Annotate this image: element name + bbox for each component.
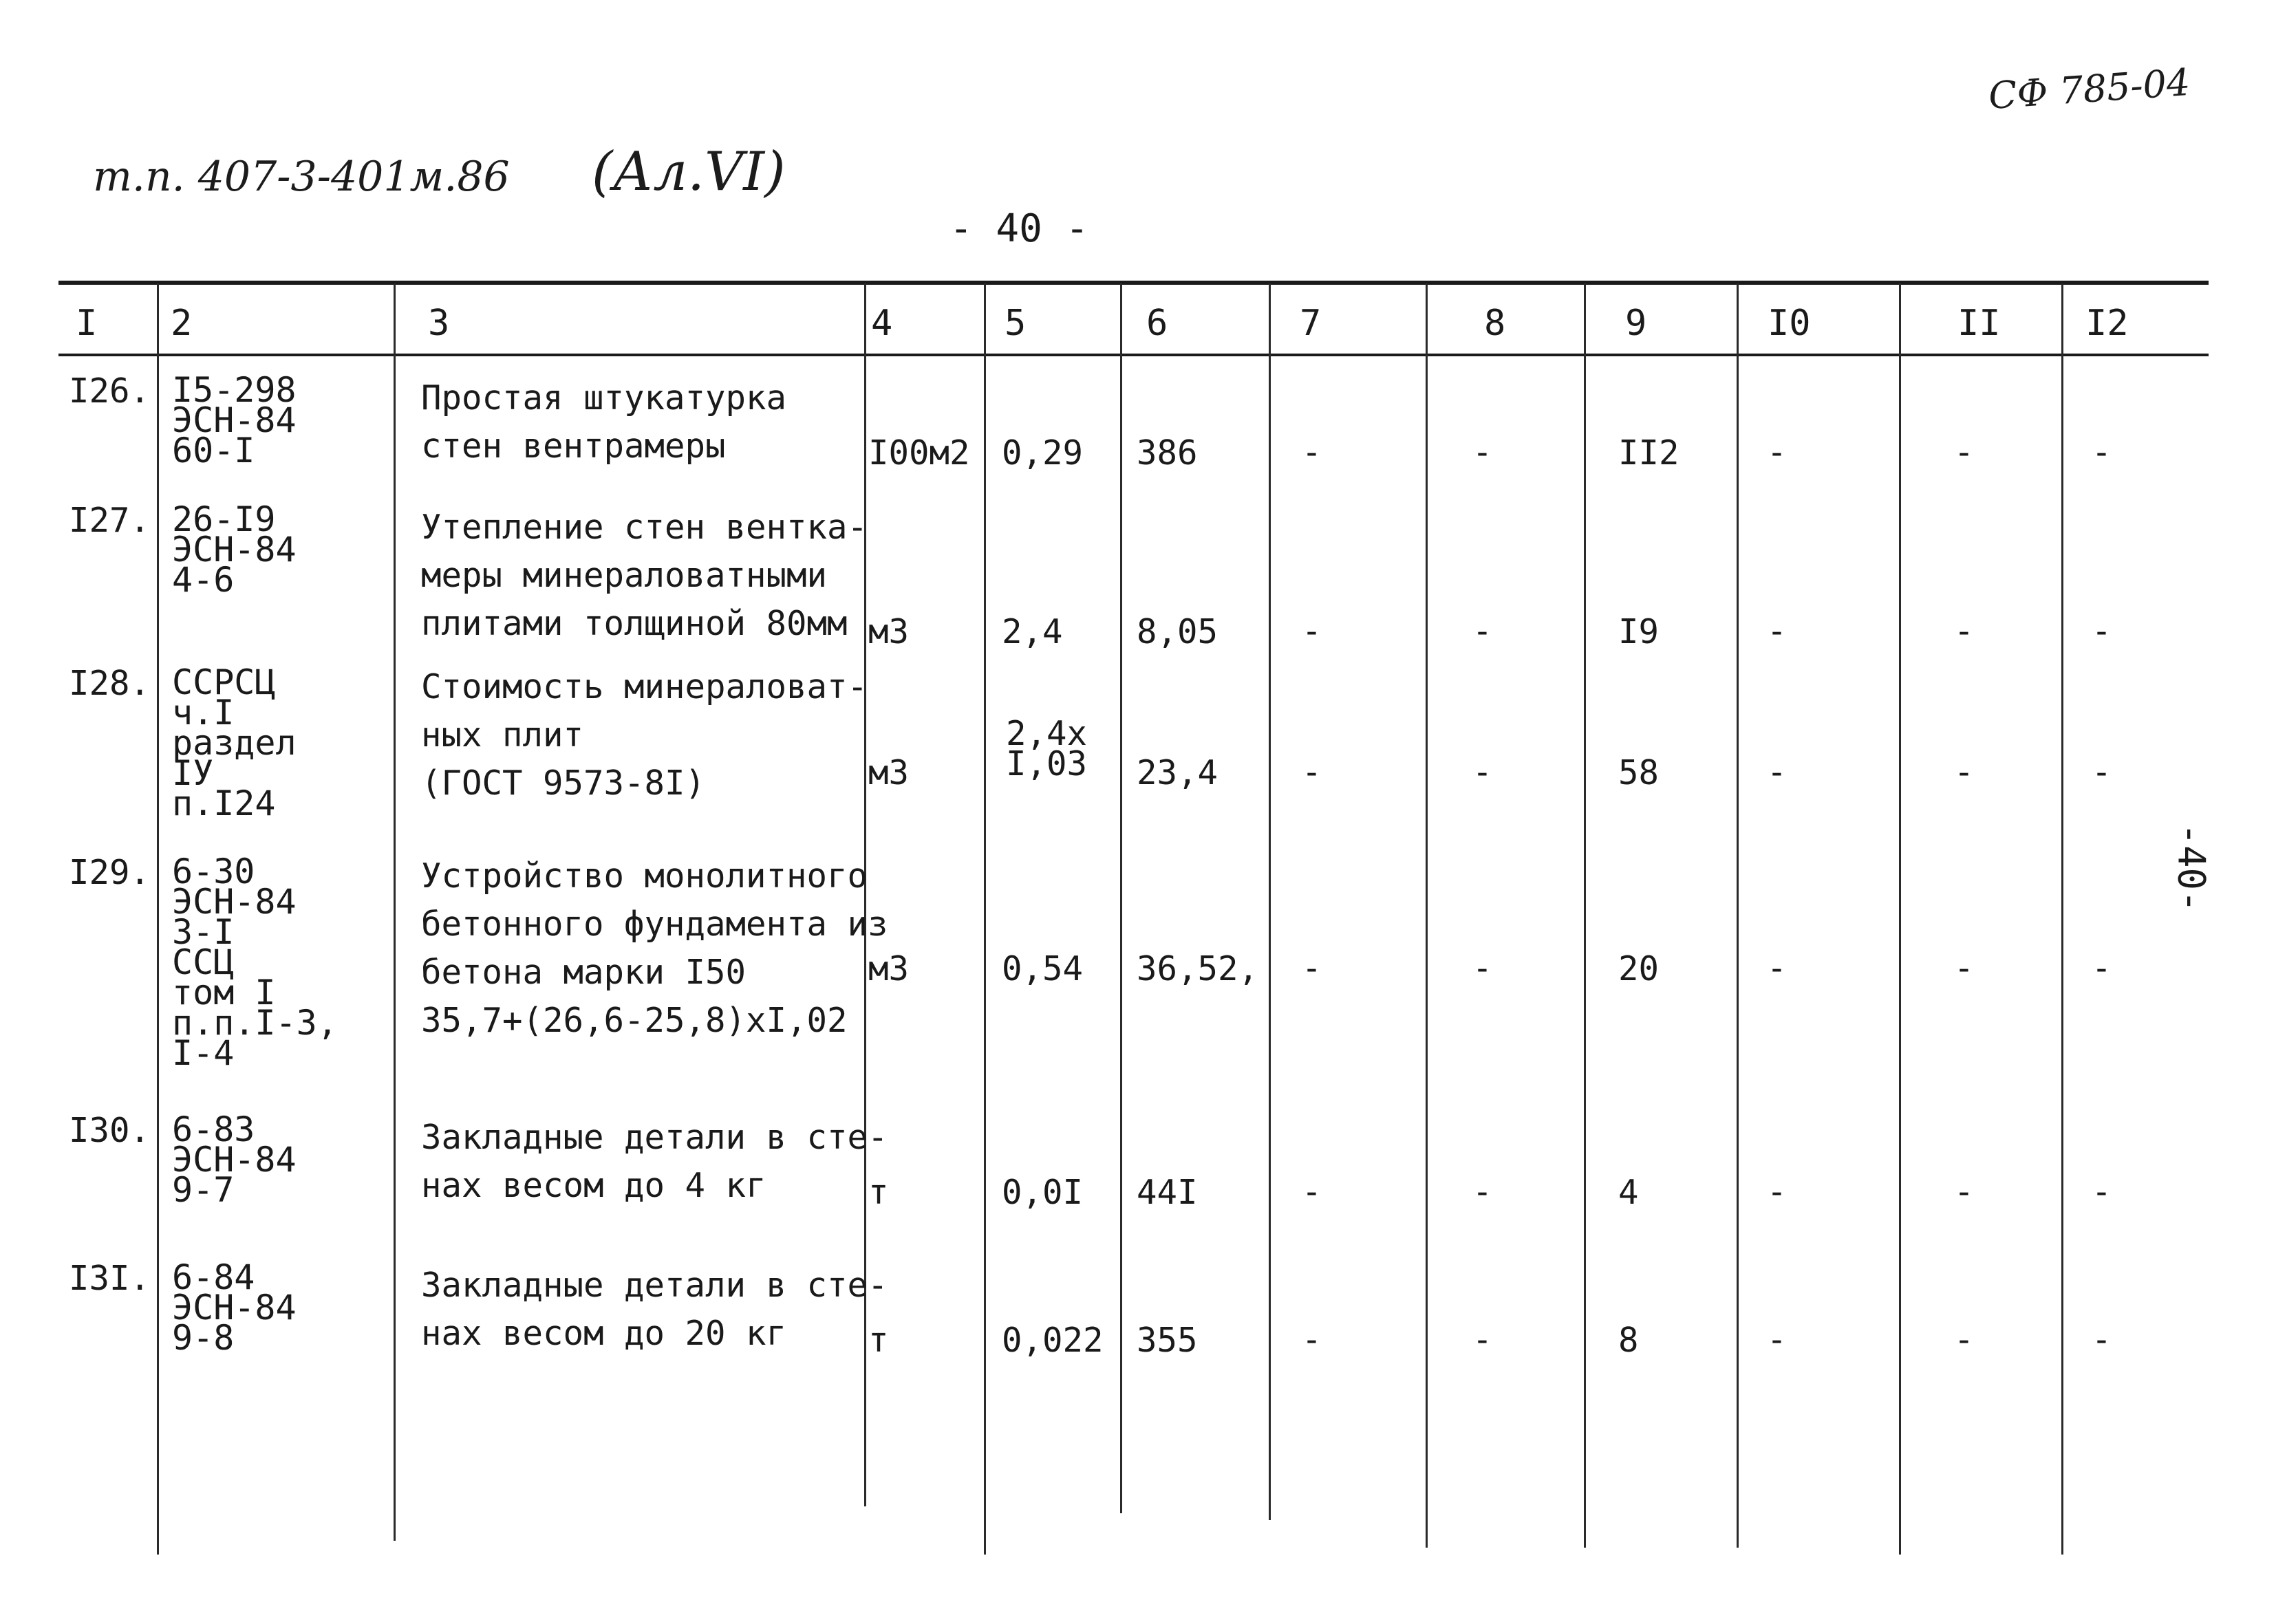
- work-description-line: (ГОСТ 9573-8I): [421, 764, 706, 803]
- rate-code-line: 6-83: [172, 1109, 255, 1149]
- column-8-value: -: [1472, 1173, 1492, 1211]
- column-12-value: -: [2092, 753, 2112, 792]
- column-11-value: -: [1954, 1321, 1974, 1359]
- rate-code-line: I-4: [172, 1033, 235, 1073]
- header-cell-6: 6: [1146, 303, 1168, 344]
- rate-code-line: 4-6: [172, 560, 235, 600]
- work-description-line: бетона марки I50: [421, 953, 747, 992]
- work-description-line: стен вентрамеры: [421, 426, 726, 466]
- column-9-value: I9: [1618, 612, 1660, 651]
- header-cell-2: 2: [171, 303, 193, 344]
- unit-price: 8,05: [1137, 612, 1218, 651]
- unit-of-measure: м3: [868, 949, 910, 988]
- header-cell-4: 4: [871, 303, 893, 344]
- header-cell-1: I: [76, 303, 98, 344]
- column-10-value: -: [1767, 1173, 1787, 1211]
- header-cell-7: 7: [1300, 303, 1322, 344]
- column-divider: [1426, 283, 1428, 1548]
- rate-code-line: ЭСН-84: [172, 400, 297, 440]
- table-header-rule: [58, 354, 2209, 356]
- column-divider: [394, 283, 396, 1541]
- rate-code-line: 26-I9: [172, 499, 276, 539]
- rate-code-line: ЭСН-84: [172, 530, 297, 570]
- page-number: - 40 -: [949, 206, 1089, 251]
- quantity: 2,4х: [1006, 714, 1088, 753]
- column-7-value: -: [1302, 753, 1322, 792]
- unit-of-measure: I00м2: [868, 433, 970, 473]
- column-11-value: -: [1954, 1173, 1974, 1211]
- rate-code-line: ЭСН-84: [172, 1288, 297, 1328]
- column-10-value: -: [1767, 1321, 1787, 1359]
- column-11-value: -: [1954, 949, 1974, 988]
- header-cell-9: 9: [1625, 303, 1647, 344]
- column-11-value: -: [1954, 612, 1974, 651]
- rate-code-line: раздел: [172, 723, 297, 763]
- header-cell-3: 3: [428, 303, 450, 344]
- rate-code-line: п.п.I-3,: [172, 1003, 338, 1043]
- column-divider: [1737, 283, 1739, 1548]
- column-divider: [2061, 283, 2063, 1555]
- rate-code-line: 3-I: [172, 912, 235, 952]
- column-7-value: -: [1302, 1173, 1322, 1211]
- rate-code-line: 9-8: [172, 1318, 235, 1358]
- rate-code-line: 6-30: [172, 852, 255, 891]
- quantity: 0,022: [1002, 1321, 1104, 1360]
- header-cell-12: I2: [2085, 303, 2129, 344]
- rate-code-line: 6-84: [172, 1257, 255, 1297]
- table-top-rule: [58, 281, 2209, 285]
- work-description-line: бетонного фундамента из: [421, 905, 888, 944]
- rate-code-line: ССРСЦ: [172, 662, 276, 702]
- column-8-value: -: [1472, 1321, 1492, 1359]
- column-divider: [157, 283, 159, 1555]
- rate-code-line: ч.I: [172, 693, 235, 733]
- column-9-value: II2: [1618, 433, 1679, 473]
- column-12-value: -: [2092, 1321, 2112, 1359]
- rate-code-line: ЭСН-84: [172, 1140, 297, 1180]
- rate-code-line: том I: [172, 973, 276, 1013]
- quantity: 2,4: [1002, 612, 1063, 651]
- row-number: I29.: [69, 853, 151, 892]
- header-cell-8: 8: [1484, 303, 1506, 344]
- column-11-value: -: [1954, 433, 1974, 472]
- unit-price: 23,4: [1137, 753, 1218, 792]
- column-9-value: 8: [1618, 1321, 1639, 1360]
- rate-code-line: 9-7: [172, 1170, 235, 1210]
- column-9-value: 20: [1618, 949, 1660, 988]
- work-description-line: нах весом до 20 кг: [421, 1314, 787, 1353]
- rate-code-line: ЭСН-84: [172, 882, 297, 922]
- row-number: I27.: [69, 501, 151, 540]
- unit-price: 44I: [1137, 1173, 1198, 1212]
- unit-of-measure: т: [868, 1321, 889, 1360]
- work-description-line: ных плит: [421, 715, 584, 755]
- unit-of-measure: м3: [868, 612, 910, 651]
- header-cell-5: 5: [1005, 303, 1027, 344]
- row-number: I3I.: [69, 1259, 151, 1298]
- column-10-value: -: [1767, 433, 1787, 472]
- work-description-line: Устройство монолитного: [421, 856, 868, 896]
- quantity: I,03: [1006, 744, 1088, 783]
- unit-of-measure: т: [868, 1173, 889, 1212]
- column-10-value: -: [1767, 753, 1787, 792]
- rate-code-line: 60-I: [172, 431, 255, 470]
- row-number: I28.: [69, 664, 151, 703]
- row-number: I30.: [69, 1111, 151, 1150]
- unit-price: 386: [1137, 433, 1198, 473]
- work-description-line: плитами толщиной 80мм: [421, 604, 848, 643]
- column-9-value: 4: [1618, 1173, 1639, 1212]
- column-8-value: -: [1472, 753, 1492, 792]
- rate-code-line: I5-298: [172, 370, 297, 410]
- column-7-value: -: [1302, 612, 1322, 651]
- work-description-line: Стоимость минераловат-: [421, 667, 868, 706]
- margin-page-number: -40-: [2169, 823, 2213, 913]
- column-8-value: -: [1472, 612, 1492, 651]
- rate-code-line: ССЦ: [172, 942, 235, 982]
- unit-price: 355: [1137, 1321, 1198, 1360]
- work-description-line: 35,7+(26,6-25,8)хI,02: [421, 1001, 848, 1040]
- column-divider: [1269, 283, 1271, 1520]
- row-number: I26.: [69, 371, 151, 411]
- work-description-line: Закладные детали в сте-: [421, 1266, 888, 1305]
- work-description-line: меры минераловатными: [421, 556, 828, 595]
- rate-code-line: п.I24: [172, 783, 276, 823]
- column-10-value: -: [1767, 949, 1787, 988]
- unit-of-measure: м3: [868, 753, 910, 792]
- quantity: 0,29: [1002, 433, 1084, 473]
- quantity: 0,0I: [1002, 1173, 1084, 1212]
- column-9-value: 58: [1618, 753, 1660, 792]
- column-10-value: -: [1767, 612, 1787, 651]
- quantity: 0,54: [1002, 949, 1084, 988]
- album-reference: (Ал.VI): [592, 141, 786, 203]
- column-divider: [1120, 283, 1122, 1513]
- column-7-value: -: [1302, 1321, 1322, 1359]
- column-divider: [984, 283, 986, 1555]
- column-12-value: -: [2092, 433, 2112, 472]
- column-8-value: -: [1472, 949, 1492, 988]
- header-cell-10: I0: [1768, 303, 1811, 344]
- header-cell-11: II: [1957, 303, 2001, 344]
- column-divider: [1584, 283, 1586, 1548]
- column-12-value: -: [2092, 612, 2112, 651]
- column-7-value: -: [1302, 949, 1322, 988]
- work-description-line: нах весом до 4 кг: [421, 1166, 766, 1205]
- work-description-line: Утепление стен вентка-: [421, 508, 868, 547]
- column-12-value: -: [2092, 1173, 2112, 1211]
- work-description-line: Закладные детали в сте-: [421, 1118, 888, 1157]
- column-11-value: -: [1954, 753, 1974, 792]
- column-7-value: -: [1302, 433, 1322, 472]
- column-8-value: -: [1472, 433, 1492, 472]
- unit-price: 36,52,: [1137, 949, 1259, 988]
- column-12-value: -: [2092, 949, 2112, 988]
- stamp-code: СФ 785-04: [1987, 60, 2192, 118]
- project-reference: т.п. 407-3-401м.86: [93, 153, 510, 201]
- column-divider: [1899, 283, 1901, 1555]
- work-description-line: Простая штукатурка: [421, 378, 787, 418]
- rate-code-line: IУ: [172, 753, 214, 793]
